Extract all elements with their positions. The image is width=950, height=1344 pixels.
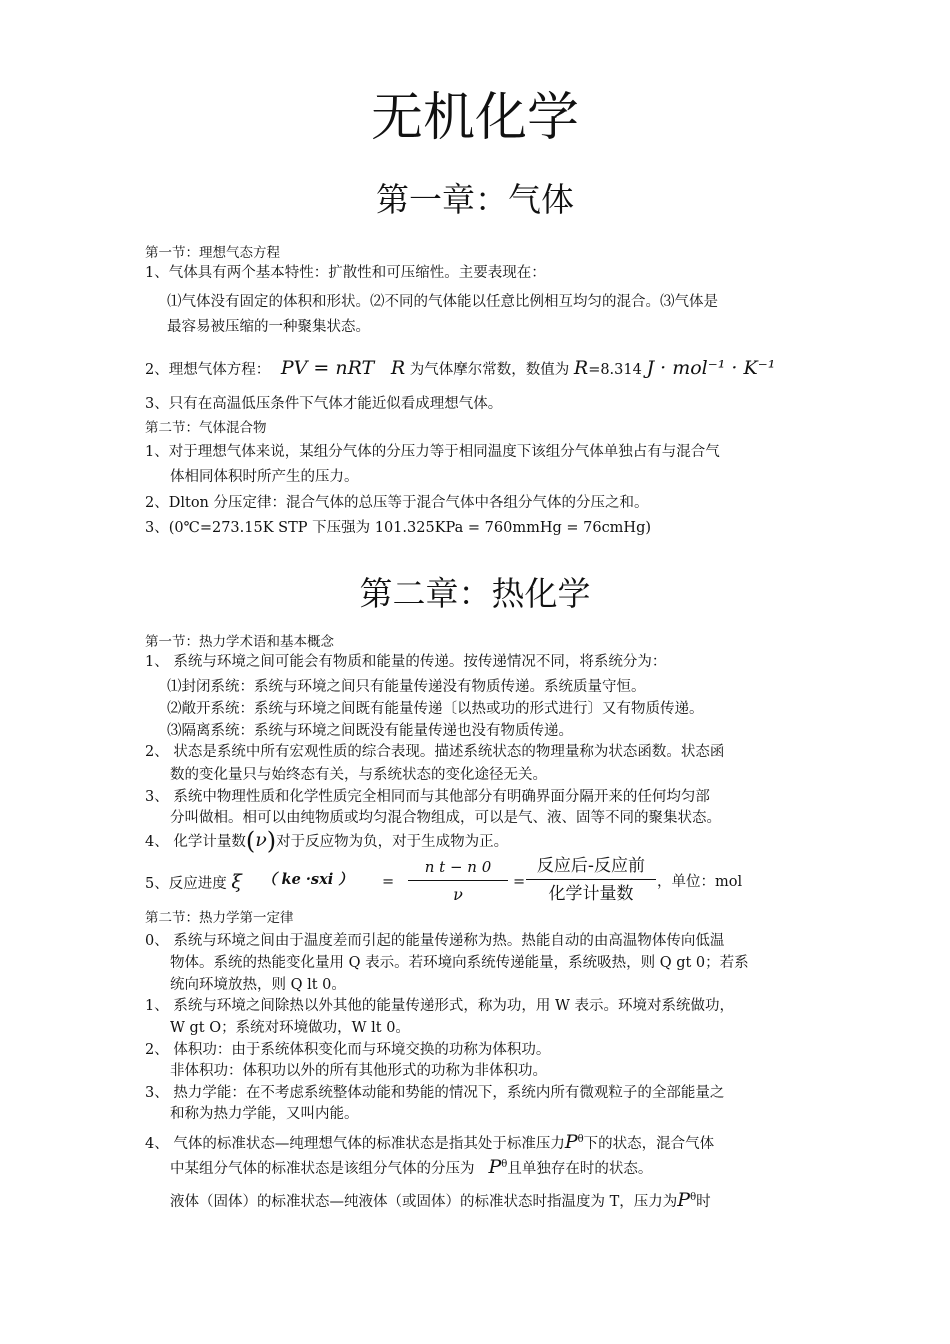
chapter2-j4-c: [170, 1189, 711, 1211]
chapter2-j2-b: 非体积功：体积功以外的所有其他形式的功称为非体积功。: [170, 1063, 547, 1079]
word-fraction-denominator: 化学计量数: [548, 884, 634, 904]
standard-pressure-symbol: P: [564, 1130, 578, 1153]
chapter2-item2-a: 2、 状态是系统中所有宏观性质的综合表现。描述系统状态的物理量称为状态函数。状态函: [145, 744, 725, 760]
standard-pressure-symbol-3: P: [677, 1188, 691, 1211]
j4-a-suffix: 下的状态，混合气体: [583, 1135, 715, 1152]
chapter2-j0-a: 0、 系统与环境之间由于温度差而引起的能量传递称为热。热能自动的由高温物体传向低温: [145, 933, 725, 949]
chapter2-j0-b: 物体。系统的热能变化量用 Q 表示。若环境向系统传递能量，系统吸热，则 Q gt 0；若系: [170, 955, 749, 971]
chapter1-s2-item1-b: 体相同体积时所产生的压力。: [170, 469, 359, 485]
chapter2-j4-b: [170, 1156, 652, 1178]
word-fraction-bar: [526, 879, 656, 880]
chapter2-section1-heading: 第一节：热力学术语和基本概念: [145, 634, 334, 650]
chapter2-j1-b: W gt O；系统对环境做功，W lt 0。: [170, 1020, 410, 1036]
chapter1-item2: [145, 359, 775, 379]
item2-text: 为气体摩尔常数，数值为: [409, 362, 570, 378]
chapter1-section1-heading: 第一节：理想气态方程: [145, 245, 280, 261]
chapter1-item3: 3、只有在高温低压条件下气体才能近似看成理想气体。: [145, 396, 503, 412]
equals-sign-2: =: [513, 874, 526, 890]
word-fraction: [526, 855, 656, 907]
reaction-extent-symbol: ξ: [231, 871, 242, 893]
gas-constant-unit: J · mol⁻¹ · K⁻¹: [646, 357, 776, 379]
chapter2-j3-b: 和称为热力学能，又叫内能。: [170, 1106, 359, 1122]
item4-prefix: 4、 化学计量数: [145, 834, 246, 850]
chapter2-item1: 1、 系统与环境之间可能会有物质和能量的传递。按传递情况不同，将系统分为：: [145, 654, 667, 670]
chapter2-j0-c: 统向环境放热，则 Q lt 0。: [170, 977, 346, 993]
stoich-coefficient-symbol: ν: [255, 829, 267, 851]
chapter1-heading: 第一章：气体: [376, 180, 574, 219]
j4-c-prefix: 液体（固体）的标准状态—纯液体（或固体）的标准状态时指温度为 T，压力为: [170, 1193, 678, 1210]
unit-text: ，单位：mol: [657, 874, 743, 890]
chapter2-j4-a: [145, 1131, 714, 1153]
chapter1-s2-item3: 3、(0℃=273.15K STP 下压强为 101.325KPa = 760mmHg = 76cmHg): [145, 520, 652, 536]
fraction-numerator: n t − n 0: [424, 858, 492, 876]
gas-constant-symbol: R: [390, 357, 406, 379]
stoich-close-paren: ): [266, 827, 277, 855]
fraction-bar: [408, 880, 508, 881]
chapter1-section2-heading: 第二节：气体混合物: [145, 420, 267, 436]
chapter2-item5-prefix: [145, 873, 242, 893]
gas-constant-value: =8.314: [588, 362, 642, 378]
item4-suffix: 对于反应物为负，对于生成物为正。: [276, 834, 509, 850]
ideal-gas-equation: PV = nRT: [280, 357, 375, 379]
chapter2-section2-heading: 第二节：热力学第一定律: [145, 910, 294, 926]
standard-theta-superscript: θ: [577, 1134, 584, 1145]
standard-pressure-symbol-2: P: [488, 1155, 502, 1178]
chapter2-item2-b: 数的变化量只与始终态有关，与系统状态的变化途径无关。: [170, 767, 547, 783]
chapter2-item4: [145, 827, 509, 855]
word-fraction-numerator: 反应后-反应前: [536, 856, 646, 876]
j4-a-prefix: 4、 气体的标准状态—纯理想气体的标准状态是指其处于标准压力: [145, 1135, 565, 1152]
j4-b-suffix: 且单独存在时的状态。: [507, 1160, 653, 1177]
equals-sign: =: [382, 874, 395, 890]
standard-theta-superscript-3: θ: [690, 1192, 697, 1203]
chapter2-j1-a: 1、 系统与环境之间除热以外其他的能量传递形式，称为功，用 W 表示。环境对系统做功，: [145, 998, 734, 1014]
chapter1-s2-item2: 2、Dlton 分压定律：混合气体的总压等于混合气体中各组分气体的分压之和。: [145, 495, 649, 511]
standard-theta-superscript-2: θ: [501, 1159, 508, 1170]
chapter2-j3-a: 3、 热力学能：在不考虑系统整体动能和势能的情况下，系统内所有微观粒子的全部能量之: [145, 1085, 725, 1101]
gas-constant-symbol-2: R: [573, 357, 589, 379]
chapter2-item3-a: 3、 系统中物理性质和化学性质完全相同而与其他部分有明确界面分隔开来的任何均匀部: [145, 789, 710, 805]
open-system-line: ⑵敞开系统：系统与环境之间既有能量传递〔以热或功的形式进行〕又有物质传递。: [167, 701, 704, 717]
document-title: 无机化学: [370, 88, 579, 148]
item2-label: 2、理想气体方程：: [145, 362, 271, 378]
chapter2-item3-b: 分叫做相。相可以由纯物质或均匀混合物组成，可以是气、液、固等不同的聚集状态。: [170, 810, 721, 826]
j4-c-suffix: 时: [696, 1193, 711, 1210]
closed-system-line: ⑴封闭系统：系统与环境之间只有能量传递没有物质传递。系统质量守恒。: [167, 679, 646, 695]
j4-b-prefix: 中某组分气体的标准状态是该组分气体的分压为: [170, 1160, 475, 1177]
item5-label: 5、反应进度: [145, 876, 227, 892]
chapter2-j2-a: 2、 体积功：由于系统体积变化而与环境交换的功称为体积功。: [145, 1042, 551, 1058]
chapter1-item1: 1、气体具有两个基本特性：扩散性和可压缩性。主要表现在：: [145, 265, 546, 281]
stoich-open-paren: (: [245, 827, 256, 855]
reaction-extent-fraction: [408, 858, 508, 906]
isolated-system-line: ⑶隔离系统：系统与环境之间既没有能量传递也没有物质传递。: [167, 723, 573, 739]
fraction-denominator: ν: [453, 885, 463, 904]
chapter1-s2-item1-a: 1、对于理想气体来说，某组分气体的分压力等于相同温度下该组分气体单独占有与混合气: [145, 444, 720, 460]
garbled-math-text: （ ke ·sxi ）: [262, 871, 353, 888]
chapter1-item1-detail-a: ⑴气体没有固定的体积和形状。⑵不同的气体能以任意比例相互均匀的混合。⑶气体是: [167, 294, 718, 310]
chapter1-item1-detail-b: 最容易被压缩的一种聚集状态。: [167, 319, 370, 335]
chapter2-heading: 第二章：热化学: [359, 574, 591, 613]
